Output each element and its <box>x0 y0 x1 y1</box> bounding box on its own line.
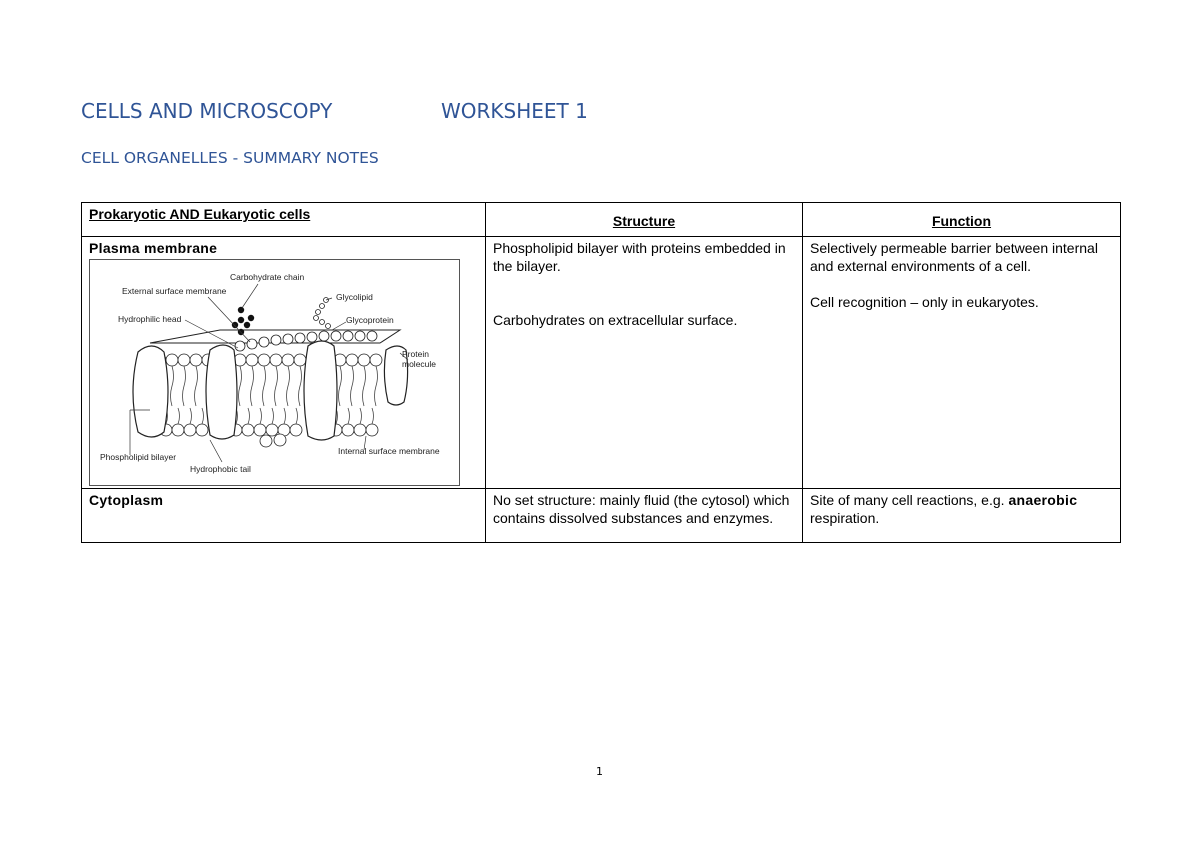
row-title-cytoplasm: Cytoplasm <box>89 492 164 508</box>
header-cells-label: Prokaryotic AND Eukaryotic cells <box>89 206 311 222</box>
row-plasma-membrane-structure-cell <box>486 237 803 489</box>
header-cell-structure <box>486 203 803 237</box>
membrane-illustration <box>90 260 459 485</box>
label-protein: Protein <box>402 349 429 359</box>
cytoplasm-function-keyword: anaerobic <box>1008 492 1078 508</box>
table-row <box>82 489 1121 543</box>
table-row <box>82 237 1121 489</box>
title-right: WORKSHEET 1 <box>441 99 588 123</box>
label-hydrophobic-tail: Hydrophobic tail <box>190 464 251 474</box>
label-glycolipid: Glycolipid <box>336 292 373 302</box>
header-function-label: Function <box>931 213 992 229</box>
plasma-membrane-structure-1: Phospholipid bilayer with proteins embedded in the bilayer. <box>493 240 786 274</box>
page-number: 1 <box>596 765 603 778</box>
plasma-membrane-structure-2: Carbohydrates on extracellular surface. <box>493 312 738 328</box>
cytoplasm-function-post: respiration. <box>810 510 880 526</box>
table-header-row <box>82 203 1121 237</box>
row-cytoplasm-name-cell <box>82 489 486 543</box>
row-cytoplasm-function-cell <box>803 489 1121 543</box>
row-title-plasma-membrane: Plasma membrane <box>89 240 218 256</box>
cytoplasm-function-pre: Site of many cell reactions, e.g. <box>810 492 1009 508</box>
label-internal-surface: Internal surface membrane <box>338 446 440 456</box>
label-carbohydrate-chain: Carbohydrate chain <box>230 272 305 282</box>
row-plasma-membrane-name-cell <box>82 237 486 489</box>
row-plasma-membrane-function-cell <box>803 237 1121 489</box>
organelles-table <box>81 202 1121 543</box>
page-subtitle: CELL ORGANELLES - SUMMARY NOTES <box>81 149 379 167</box>
plasma-membrane-function-2: Cell recognition – only in eukaryotes. <box>810 294 1039 310</box>
plasma-membrane-diagram <box>89 259 460 486</box>
header-cell-function <box>803 203 1121 237</box>
label-phospholipid-bilayer: Phospholipid bilayer <box>100 452 177 462</box>
worksheet-title <box>81 99 588 123</box>
label-glycoprotein: Glycoprotein <box>346 315 394 325</box>
header-structure-label: Structure <box>612 213 676 229</box>
title-left: CELLS AND MICROSCOPY <box>81 99 333 123</box>
label-hydrophilic-head: Hydrophilic head <box>118 314 182 324</box>
cytoplasm-structure-1: No set structure: mainly fluid (the cytosol) which contains dissolved substances and enzymes. <box>493 492 790 526</box>
header-cell-cells <box>82 203 486 237</box>
label-external-surface: External surface membrane <box>122 286 227 296</box>
plasma-membrane-function-1: Selectively permeable barrier between internal and external environments of a cell. <box>810 240 1098 274</box>
label-molecule: molecule <box>402 359 437 369</box>
row-cytoplasm-structure-cell <box>486 489 803 543</box>
